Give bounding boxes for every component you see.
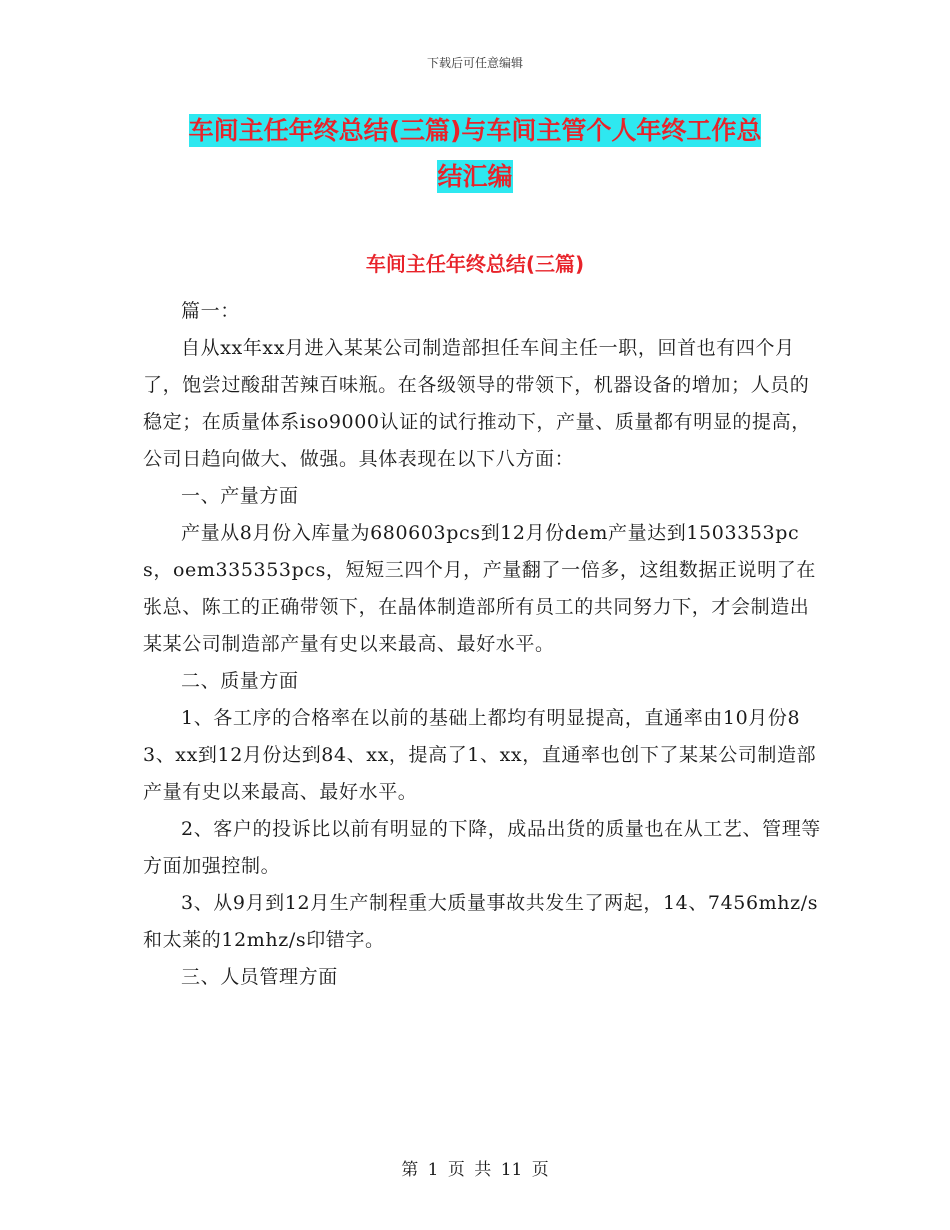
paragraph-quality-2: 2、客户的投诉比以前有明显的下降，成品出货的质量也在从工艺、管理等方面加强控制。 (143, 818, 821, 877)
paragraph-quality-3: 3、从9月到12月生产制程重大质量事故共发生了两起，14、7456mhz/s和太莱的12mhz/s印错字。 (143, 892, 819, 951)
heading-personnel: 三、人员管理方面 (181, 966, 338, 988)
document-title (140, 108, 810, 200)
paragraph-intro: 自从xx年xx月进入某某公司制造部担任车间主任一职，回首也有四个月了，饱尝过酸甜苦辣百味瓶。在各级领导的带领下，机器设备的增加；人员的稳定；在质量体系iso9000认证的试行推动下，产量、质量都有明显的提高，公司日趋向做大、做强。具体表现在以下八方面： (143, 337, 811, 470)
page-header-note: 下载后可任意编辑 (426, 56, 523, 70)
document-body (143, 293, 823, 996)
page-number-footer: 第 1 页 共 11 页 (401, 1160, 549, 1180)
document-title-line-1: 车间主任年终总结(三篇)与车间主管个人年终工作总 (188, 116, 762, 145)
paragraph-quality-1: 1、各工序的合格率在以前的基础上都均有明显提高，直通率由10月份83、xx到12月份达到84、xx，提高了1、xx，直通率也创下了某某公司制造部产量有史以来最高、最好水平。 (143, 707, 817, 803)
paragraph-output: 产量从8月份入库量为680603pcs到12月份dem产量达到1503353pcs，oem335353pcs，短短三四个月，产量翻了一倍多，这组数据正说明了在张总、陈工的正确带领下，在晶体制造部所有员工的共同努力下，才会制造出某某公司制造部产量有史以来最高、最好水平。 (143, 522, 816, 655)
heading-quality: 二、质量方面 (181, 670, 299, 692)
section-title: 车间主任年终总结(三篇) (365, 252, 585, 276)
heading-output: 一、产量方面 (181, 485, 299, 507)
paragraph-heading-part-one: 篇一： (181, 300, 240, 322)
document-title-line-2: 结汇编 (437, 162, 513, 191)
